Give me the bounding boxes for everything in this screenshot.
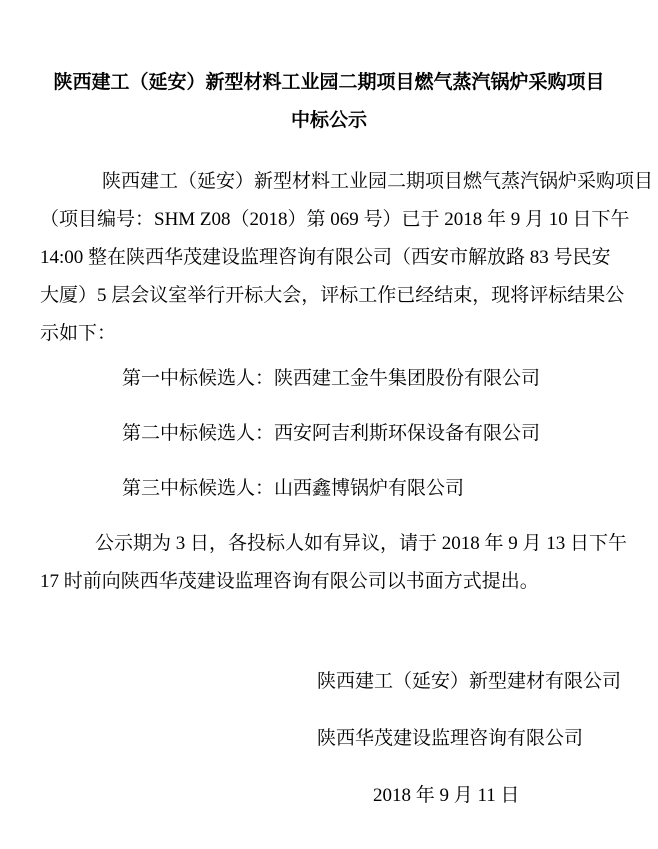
intro-line-3: 14:00 整在陕西华茂建设监理咨询有限公司（西安市解放路 83 号民安 [40,247,611,268]
title-line-1: 陕西建工（延安）新型材料工业园二期项目燃气蒸汽锅炉采购项目 [53,72,605,93]
closing-line-1: 公示期为 3 日，各投标人如有异议，请于 2018 年 9 月 13 日下午 [95,533,628,554]
signature-date: 2018 年 9 月 11 日 [373,785,520,806]
signature-org-2: 陕西华茂建设监理咨询有限公司 [317,728,584,749]
intro-line-1: 陕西建工（延安）新型材料工业园二期项目燃气蒸汽锅炉采购项目 [102,171,654,192]
document-title [0,64,658,140]
intro-line-5: 示如下： [40,323,117,344]
candidate-list [0,360,658,508]
title-line-2: 中标公示 [290,110,367,131]
intro-line-4: 大厦）5 层会议室举行开标大会，评标工作已经结束，现将评标结果公 [40,285,625,306]
closing-line-2: 17 时前向陕西华茂建设监理咨询有限公司以书面方式提出。 [40,571,539,592]
intro-line-2: （项目编号：SHM Z08（2018）第 069 号）已于 2018 年 9 月 10 日下午 [40,209,630,230]
candidate-line-3: 第三中标候选人：山西鑫博锅炉有限公司 [122,478,465,499]
candidate-line-1: 第一中标候选人：陕西建工金牛集团股份有限公司 [122,368,541,389]
signature-org-1: 陕西建工（延安）新型建材有限公司 [317,671,622,692]
signature-block [0,663,658,815]
candidate-line-2: 第二中标候选人：西安阿吉利斯环保设备有限公司 [122,423,541,444]
intro-paragraph [40,163,654,353]
closing-paragraph [40,525,628,601]
